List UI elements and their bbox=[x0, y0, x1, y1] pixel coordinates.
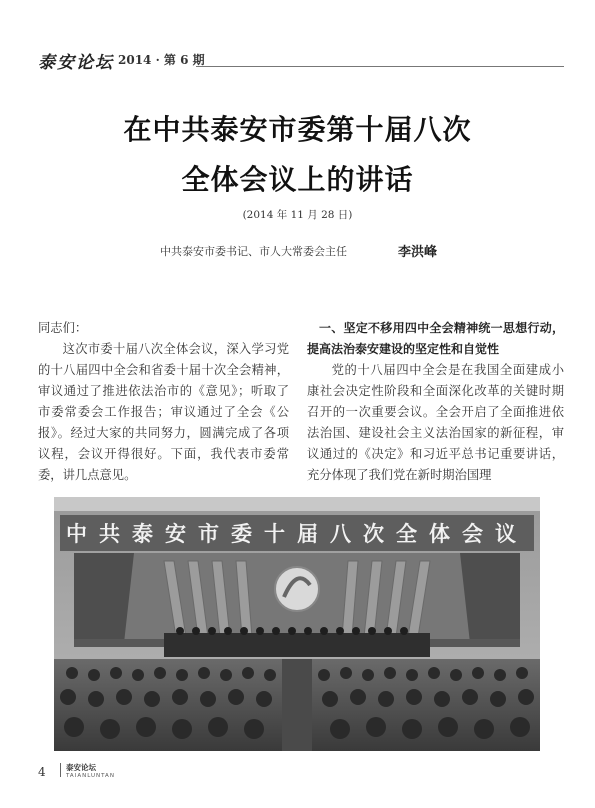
left-text-column bbox=[38, 318, 289, 486]
curtain-right bbox=[460, 553, 520, 643]
right-text-column bbox=[307, 318, 564, 486]
presidium-table bbox=[164, 633, 430, 657]
curtain-left bbox=[74, 553, 134, 643]
author-role: 中共泰安市委书记、市人大常委会主任 bbox=[160, 245, 347, 258]
page-number: 4 bbox=[38, 765, 46, 779]
magazine-logo: 泰安论坛 bbox=[38, 53, 114, 73]
opening-paragraph: 这次市委十届八次全体会议，深入学习党的十八届四中全会和省委十届十次全会精神，审议通过了推进依法治市的《意见》；听取了市委常委会工作报告；审议通过了全会《公报》。经过大家的共同努力，圆满完成了各项议程，会议开得很好。下面，我代表市委常委，讲几点意见。 bbox=[38, 342, 289, 482]
meeting-photo bbox=[54, 497, 540, 751]
article-title-line-2: 全体会议上的讲话 bbox=[181, 163, 414, 196]
header-rule bbox=[196, 66, 564, 67]
footer-magazine-name: 泰安论坛 bbox=[66, 763, 96, 772]
footer-divider bbox=[60, 763, 61, 777]
footer-magazine-name-en: TAIANLUNTAN bbox=[66, 773, 115, 779]
article-title-line-1: 在中共泰安市委第十届八次 bbox=[123, 113, 472, 146]
author-name: 李洪峰 bbox=[398, 245, 438, 260]
speech-date: (2014 年 11 月 28 日) bbox=[242, 209, 353, 221]
center-aisle bbox=[282, 659, 312, 751]
banner-text: 中共泰安市委十届八次全体会议 bbox=[66, 522, 528, 546]
section-paragraph: 党的十八届四中全会是在我国全面建成小康社会决定性阶段和全面深化改革的关键时期召开的一次重要会议。全会开启了全面推进依法治国、建设社会主义法治国家的新征程，审议通过的《决定》和习近平总书记重要讲话，充分体现了我们党在新时期治国理 bbox=[307, 363, 564, 482]
salutation: 同志们： bbox=[38, 321, 88, 335]
issue-label: 2014 · 第 6 期 bbox=[118, 53, 205, 67]
party-emblem bbox=[275, 567, 319, 611]
section-heading: 一、坚定不移用四中全会精神统一思想行动，提高法治泰安建设的坚定性和自觉性 bbox=[307, 321, 564, 356]
